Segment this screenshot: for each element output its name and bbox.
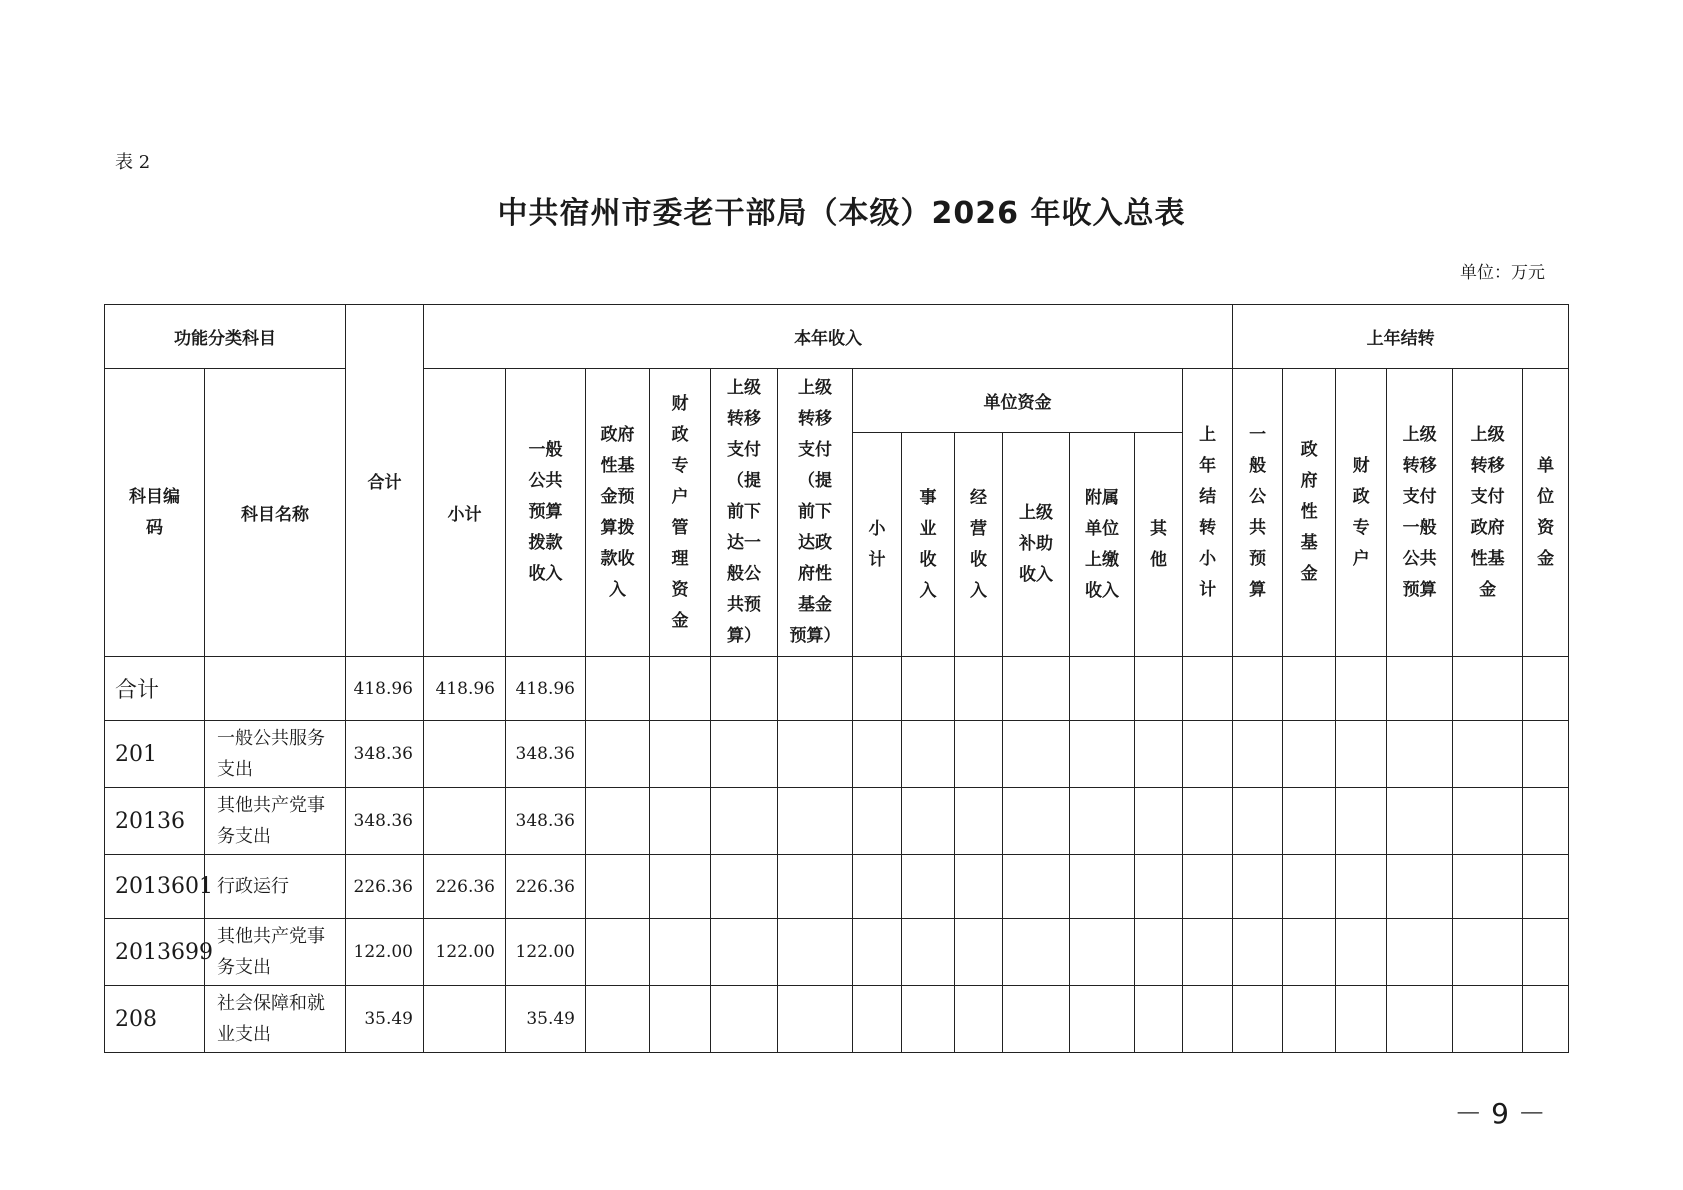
empty-cell [1387, 721, 1453, 788]
empty-cell [902, 919, 955, 986]
income-summary-table [104, 304, 1569, 1053]
empty-cell [1070, 657, 1135, 721]
empty-cell [1283, 855, 1336, 919]
empty-cell [1003, 788, 1070, 855]
empty-cell [1003, 657, 1070, 721]
unit-funds-header: 单位资金 [853, 369, 1183, 433]
row-code: 201 [105, 721, 205, 788]
empty-cell [586, 657, 650, 721]
empty-cell [1336, 721, 1387, 788]
carry-subtotal-header [1183, 369, 1233, 657]
empty-cell [1003, 986, 1070, 1053]
empty-cell [650, 657, 711, 721]
empty-cell [1183, 657, 1233, 721]
empty-cell [853, 657, 902, 721]
empty-cell [853, 919, 902, 986]
empty-cell [1003, 721, 1070, 788]
empty-cell [853, 721, 902, 788]
row-name: 其他共产党事务支出 [205, 919, 346, 986]
general-budget-header [506, 369, 586, 657]
empty-cell [1283, 986, 1336, 1053]
header-row-1 [105, 305, 1569, 369]
unit-subtotal-header [853, 433, 902, 657]
gov-fund-label: 政府 性基 金预 算拨 款收 入 [600, 424, 635, 600]
empty-cell [955, 721, 1003, 788]
empty-cell [1453, 919, 1523, 986]
empty-cell [1336, 986, 1387, 1053]
subject-code-label: 科目编 码 [129, 486, 180, 538]
carry-general-budget-header [1233, 369, 1283, 657]
empty-cell [1070, 919, 1135, 986]
carry-special-account-header [1336, 369, 1387, 657]
empty-cell [1070, 855, 1135, 919]
business-income-label: 事 业 收 入 [919, 487, 937, 601]
row-subtotal [424, 788, 506, 855]
row-subtotal: 418.96 [424, 657, 506, 721]
carry-special-account-label: 财 政 专 户 [1352, 455, 1370, 569]
row-general-budget: 348.36 [506, 721, 586, 788]
row-code: 20136 [105, 788, 205, 855]
special-account-header [650, 369, 711, 657]
empty-cell [1387, 986, 1453, 1053]
empty-cell [1387, 788, 1453, 855]
empty-cell [711, 657, 778, 721]
empty-cell [1183, 986, 1233, 1053]
transfer-general-label: 上级 转移 支付 （提 前下 达一 般公 共预 算） [727, 378, 761, 646]
carry-unit-funds-label: 单 位 资 金 [1537, 455, 1555, 569]
row-name: 社会保障和就业支出 [205, 986, 346, 1053]
empty-cell [1283, 721, 1336, 788]
empty-cell [650, 919, 711, 986]
carry-unit-funds-header [1523, 369, 1569, 657]
empty-cell [1135, 721, 1183, 788]
row-general-budget: 35.49 [506, 986, 586, 1053]
empty-cell [1003, 855, 1070, 919]
empty-cell [1453, 855, 1523, 919]
business-income-header [902, 433, 955, 657]
empty-cell [1233, 721, 1283, 788]
row-total: 122.00 [346, 919, 424, 986]
empty-cell [1453, 788, 1523, 855]
empty-cell [902, 721, 955, 788]
row-general-budget: 418.96 [506, 657, 586, 721]
subject-code-header [105, 369, 205, 657]
empty-cell [1453, 721, 1523, 788]
unit-subtotal-label: 小 计 [868, 518, 886, 570]
prior-year-carryover-header: 上年结转 [1233, 305, 1569, 369]
carry-transfer-gov-fund-header [1453, 369, 1523, 657]
table-row [105, 855, 1569, 919]
transfer-general-header [711, 369, 778, 657]
empty-cell [711, 788, 778, 855]
empty-cell [1233, 657, 1283, 721]
row-total: 35.49 [346, 986, 424, 1053]
empty-cell [1523, 986, 1569, 1053]
page-title: 中共宿州市委老干部局（本级）2026 年收入总表 [497, 196, 1186, 231]
empty-cell [955, 657, 1003, 721]
empty-cell [902, 855, 955, 919]
empty-cell [586, 721, 650, 788]
empty-cell [902, 657, 955, 721]
table-row [105, 986, 1569, 1053]
empty-cell [778, 855, 853, 919]
row-subtotal: 226.36 [424, 855, 506, 919]
empty-cell [586, 919, 650, 986]
empty-cell [1387, 657, 1453, 721]
row-name: 一般公共服务支出 [205, 721, 346, 788]
carry-transfer-general-header [1387, 369, 1453, 657]
table-row [105, 721, 1569, 788]
empty-cell [1233, 919, 1283, 986]
row-total: 348.36 [346, 721, 424, 788]
empty-cell [1283, 788, 1336, 855]
empty-cell [1523, 788, 1569, 855]
empty-cell [1135, 657, 1183, 721]
empty-cell [853, 788, 902, 855]
empty-cell [853, 986, 902, 1053]
empty-cell [1283, 657, 1336, 721]
table-row [105, 657, 1569, 721]
other-label: 其 他 [1150, 518, 1167, 570]
empty-cell [778, 986, 853, 1053]
row-name: 行政运行 [205, 855, 346, 919]
empty-cell [650, 788, 711, 855]
carry-transfer-gov-fund-label: 上级 转移 支付 政府 性基 金 [1470, 424, 1505, 600]
empty-cell [1070, 721, 1135, 788]
empty-cell [1523, 721, 1569, 788]
empty-cell [1135, 919, 1183, 986]
row-subtotal [424, 721, 506, 788]
row-general-budget: 122.00 [506, 919, 586, 986]
table-body [105, 657, 1569, 1053]
special-account-label: 财 政 专 户 管 理 资 金 [671, 393, 689, 631]
empty-cell [955, 986, 1003, 1053]
row-code: 208 [105, 986, 205, 1053]
empty-cell [650, 721, 711, 788]
superior-subsidy-label: 上级 补助 收入 [1019, 503, 1053, 585]
empty-cell [1336, 788, 1387, 855]
other-header [1135, 433, 1183, 657]
empty-cell [902, 986, 955, 1053]
row-code: 2013601 [105, 855, 205, 919]
unit-label: 单位：万元 [1460, 263, 1545, 283]
current-year-income-header: 本年收入 [424, 305, 1233, 369]
empty-cell [586, 788, 650, 855]
function-category-header: 功能分类科目 [105, 305, 346, 369]
empty-cell [1336, 657, 1387, 721]
empty-cell [778, 788, 853, 855]
empty-cell [586, 986, 650, 1053]
page-number: － 9 － [1454, 1097, 1546, 1130]
header-row-2 [105, 369, 1569, 433]
empty-cell [1183, 721, 1233, 788]
empty-cell [1387, 919, 1453, 986]
empty-cell [1183, 788, 1233, 855]
empty-cell [1233, 788, 1283, 855]
empty-cell [650, 986, 711, 1053]
table-row [105, 788, 1569, 855]
subject-name-header: 科目名称 [205, 369, 346, 657]
table-row [105, 919, 1569, 986]
operating-income-header [955, 433, 1003, 657]
subtotal-header: 小计 [424, 369, 506, 657]
empty-cell [1387, 855, 1453, 919]
empty-cell [1135, 788, 1183, 855]
empty-cell [778, 657, 853, 721]
empty-cell [1233, 855, 1283, 919]
empty-cell [955, 855, 1003, 919]
transfer-gov-fund-header [778, 369, 853, 657]
carry-general-budget-label: 一 般 公 共 预 算 [1249, 424, 1267, 600]
carry-subtotal-label: 上 年 结 转 小 计 [1199, 424, 1217, 600]
empty-cell [853, 855, 902, 919]
superior-subsidy-header [1003, 433, 1070, 657]
empty-cell [650, 855, 711, 919]
empty-cell [1523, 919, 1569, 986]
row-code: 2013699 [105, 919, 205, 986]
empty-cell [1523, 657, 1569, 721]
table-label: 表 2 [115, 152, 151, 173]
row-general-budget: 348.36 [506, 788, 586, 855]
empty-cell [955, 919, 1003, 986]
row-general-budget: 226.36 [506, 855, 586, 919]
carry-transfer-general-label: 上级 转移 支付 一般 公共 预算 [1402, 424, 1437, 600]
affiliated-remit-label: 附属 单位 上缴 收入 [1085, 487, 1119, 601]
empty-cell [711, 919, 778, 986]
carry-gov-fund-label: 政 府 性 基 金 [1300, 440, 1318, 584]
empty-cell [1183, 919, 1233, 986]
row-total: 226.36 [346, 855, 424, 919]
empty-cell [1453, 986, 1523, 1053]
empty-cell [1135, 986, 1183, 1053]
row-code: 合计 [105, 657, 205, 721]
empty-cell [902, 788, 955, 855]
transfer-gov-fund-label: 上级 转移 支付 （提 前下 达政 府性 基金 预算） [789, 378, 841, 646]
row-subtotal [424, 986, 506, 1053]
empty-cell [1070, 788, 1135, 855]
empty-cell [778, 721, 853, 788]
empty-cell [1135, 855, 1183, 919]
empty-cell [778, 919, 853, 986]
empty-cell [711, 986, 778, 1053]
empty-cell [711, 855, 778, 919]
row-name [205, 657, 346, 721]
empty-cell [1070, 986, 1135, 1053]
gov-fund-header [586, 369, 650, 657]
carry-gov-fund-header [1283, 369, 1336, 657]
empty-cell [1336, 855, 1387, 919]
empty-cell [1283, 919, 1336, 986]
empty-cell [1003, 919, 1070, 986]
row-total: 418.96 [346, 657, 424, 721]
total-header: 合计 [346, 305, 424, 657]
operating-income-label: 经 营 收 入 [970, 487, 987, 601]
empty-cell [1453, 657, 1523, 721]
empty-cell [1183, 855, 1233, 919]
empty-cell [1523, 855, 1569, 919]
empty-cell [955, 788, 1003, 855]
empty-cell [586, 855, 650, 919]
row-total: 348.36 [346, 788, 424, 855]
empty-cell [1233, 986, 1283, 1053]
general-budget-label: 一般 公共 预算 拨款 收入 [528, 440, 563, 584]
empty-cell [711, 721, 778, 788]
row-name: 其他共产党事务支出 [205, 788, 346, 855]
affiliated-remit-header [1070, 433, 1135, 657]
row-subtotal: 122.00 [424, 919, 506, 986]
empty-cell [1336, 919, 1387, 986]
